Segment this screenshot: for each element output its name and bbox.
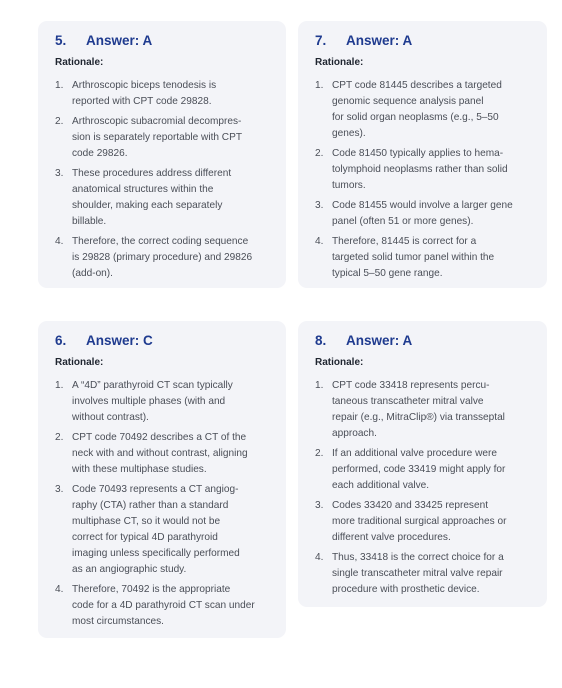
item-text: Arthroscopic biceps tenodesis is reported with CPT code 29828. (72, 80, 217, 107)
answer-card-6 (38, 321, 286, 638)
item-text: CPT code 33418 represents percu- taneous transcatheter mitral valve repair (e.g., MitraClip®) via transseptal approach. (332, 380, 505, 439)
list-item (55, 114, 272, 162)
item-number: 1. (315, 380, 324, 391)
item-text: Code 81455 would involve a larger gene panel (often 51 or more genes). (332, 200, 513, 227)
item-number: 3. (55, 168, 64, 179)
answer-label: Answer: C (86, 333, 153, 348)
item-number: 3. (315, 500, 324, 511)
list-item (55, 234, 272, 282)
item-number: 1. (315, 80, 324, 91)
answer-card-7 (298, 21, 547, 288)
list-item (55, 78, 272, 110)
item-number: 2. (315, 148, 324, 159)
answer-label: Answer: A (346, 333, 413, 348)
item-text: Code 70493 represents a CT angiog- raphy (CTA) rather than a standard multiphase CT, so it would not be correct for typical 4D parathyroid imaging unless specifically performed as an angiographic study. (72, 484, 240, 575)
item-number: 4. (55, 236, 64, 247)
item-number: 4. (315, 236, 324, 247)
item-text: Therefore, 70492 is the appropriate code for a 4D parathyroid CT scan under most circumstances. (72, 584, 255, 627)
item-number: 2. (55, 432, 64, 443)
item-text: Thus, 33418 is the correct choice for a single transcatheter mitral valve repair procedure with prosthetic device. (332, 552, 504, 595)
list-item (55, 430, 272, 478)
list-item (55, 378, 272, 426)
item-number: 4. (55, 584, 64, 595)
list-item (55, 582, 272, 630)
item-text: CPT code 81445 describes a targeted genomic sequence analysis panel for solid organ neoplasms (e.g., 5–50 genes). (332, 80, 502, 139)
rationale-label: Rationale: (55, 357, 104, 368)
item-text: Therefore, the correct coding sequence is 29828 (primary procedure) and 29826 (add-on). (72, 236, 253, 279)
rationale-label: Rationale: (315, 357, 364, 368)
item-text: A “4D” parathyroid CT scan typically involves multiple phases (with and without contrast). (72, 380, 233, 423)
answer-heading (315, 33, 533, 49)
answer-label: Answer: A (86, 33, 153, 48)
item-text: Therefore, 81445 is correct for a targeted solid tumor panel within the typical 5–50 gene range. (332, 236, 495, 279)
list-item (315, 446, 533, 494)
rationale-list (315, 78, 533, 282)
item-text: Codes 33420 and 33425 represent more traditional surgical approaches or different valve procedures. (332, 500, 507, 543)
question-number: 8. (315, 333, 327, 348)
item-number: 1. (55, 80, 64, 91)
item-number: 1. (55, 380, 64, 391)
rationale-list (55, 378, 272, 630)
answer-heading (315, 333, 533, 349)
answer-label: Answer: A (346, 33, 413, 48)
item-number: 3. (55, 484, 64, 495)
list-item (315, 78, 533, 142)
rationale-list (55, 78, 272, 282)
answer-card-5 (38, 21, 286, 288)
item-text: Code 81450 typically applies to hema- tolymphoid neoplasms rather than solid tumors. (332, 148, 508, 191)
answer-heading (55, 33, 272, 49)
list-item (315, 378, 533, 442)
item-number: 2. (55, 116, 64, 127)
item-text: If an additional valve procedure were performed, code 33419 might apply for each additional valve. (332, 448, 506, 491)
answer-heading (55, 333, 272, 349)
rationale-label: Rationale: (55, 57, 104, 68)
question-number: 7. (315, 33, 327, 48)
rationale-list (315, 378, 533, 598)
question-number: 5. (55, 33, 67, 48)
list-item (315, 550, 533, 598)
item-text: Arthroscopic subacromial decompres- sion is separately reportable with CPT code 29826. (72, 116, 242, 159)
list-item (315, 234, 533, 282)
item-number: 2. (315, 448, 324, 459)
item-text: These procedures address different anatomical structures within the shoulder, making each separately billable. (72, 168, 232, 227)
item-number: 3. (315, 200, 324, 211)
answer-card-8 (298, 321, 547, 607)
list-item (315, 498, 533, 546)
list-item (55, 482, 272, 578)
list-item (315, 198, 533, 230)
item-text: CPT code 70492 describes a CT of the neck with and without contrast, aligning with these multiphase studies. (72, 432, 248, 475)
rationale-label: Rationale: (315, 57, 364, 68)
list-item (55, 166, 272, 230)
list-item (315, 146, 533, 194)
question-number: 6. (55, 333, 67, 348)
item-number: 4. (315, 552, 324, 563)
